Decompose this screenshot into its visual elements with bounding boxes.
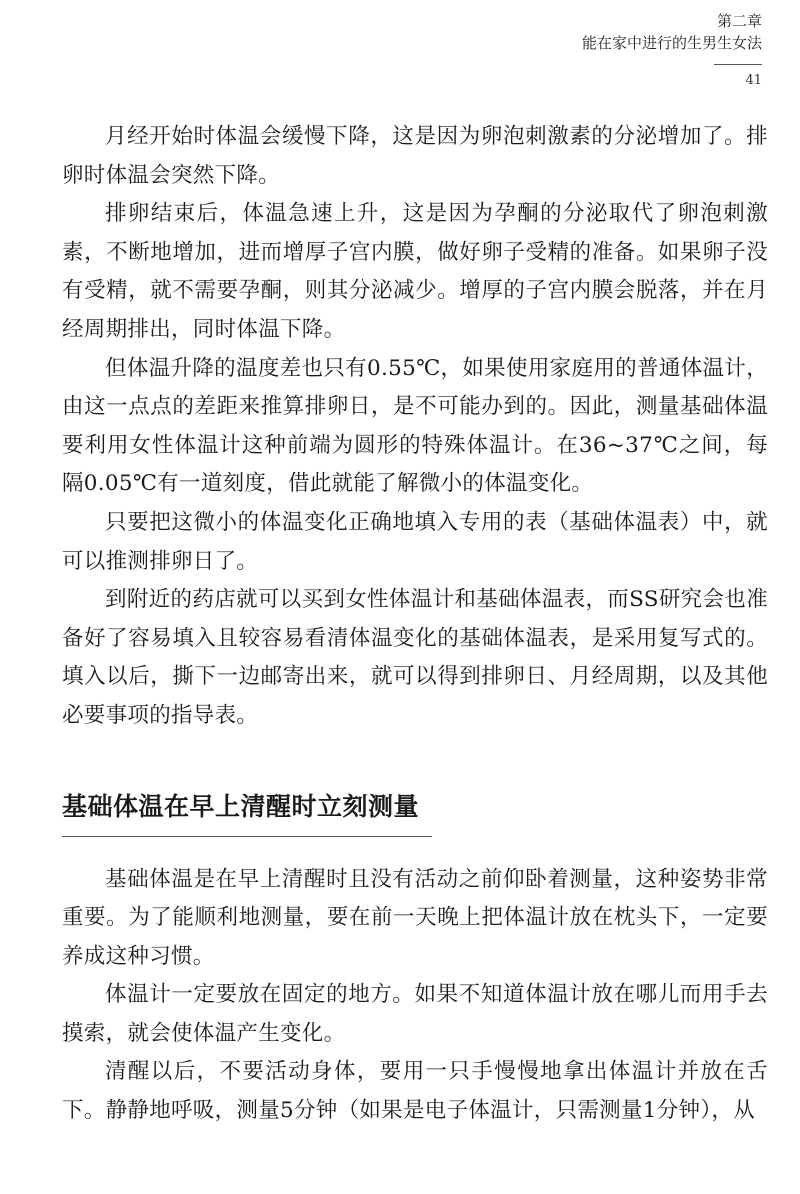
paragraph: 到附近的药店就可以买到女性体温计和基础体温表，而SS研究会也准备好了容易填入且较容易看清体温变化的基础体温表，是采用复写式的。填入以后，撕下一边邮寄出来，就可以得到排卵日、月经周期，以及其他必要事项的指导表。 <box>62 587 768 728</box>
chapter-label: 第二章 <box>716 12 762 30</box>
page-body <box>62 118 768 1131</box>
paragraph: 只要把这微小的体温变化正确地填入专用的表（基础体温表）中，就可以推测排卵日了。 <box>62 509 768 574</box>
paragraph: 但体温升降的温度差也只有0.55℃，如果使用家庭用的普通体温计，由这一点点的差距来推算排卵日，是不可能办到的。因此，测量基础体温要利用女性体温计这种前端为圆形的特殊体温计。在36~37℃之间，每隔0.05℃有一道刻度，借此就能了解微小的体温变化。 <box>62 355 768 497</box>
running-header <box>582 10 762 91</box>
paragraph: 排卵结束后，体温急速上升，这是因为孕酮的分泌取代了卵泡刺激素，不断地增加，进而增厚子宫内膜，做好卵子受精的准备。如果卵子没有受精，就不需要孕酮，则其分泌减少。增厚的子宫内膜会脱落，并在月经周期排出，同时体温下降。 <box>62 201 768 342</box>
paragraph: 基础体温是在早上清醒时且没有活动之前仰卧着测量，这种姿势非常重要。为了能顺利地测量，要在前一天晚上把体温计放在枕头下，一定要养成这种习惯。 <box>62 866 768 969</box>
paragraph: 月经开始时体温会缓慢下降，这是因为卵泡刺激素的分泌增加了。排卵时体温会突然下降。 <box>62 124 768 188</box>
paragraph: 体温计一定要放在固定的地方。如果不知道体温计放在哪儿而用手去摸索，就会使体温产生变化。 <box>62 982 768 1046</box>
page-number: 41 <box>745 73 762 88</box>
chapter-subtitle: 能在家中进行的生男生女法 <box>581 34 762 52</box>
section-title: 基础体温在早上清醒时立刻测量 <box>62 791 420 821</box>
paragraph: 清醒以后，不要活动身体，要用一只手慢慢地拿出体温计并放在舌下。静静地呼吸，测量5分钟（如果是电子体温计，只需测量1分钟），从 <box>62 1059 768 1124</box>
section-title-rule <box>62 836 432 837</box>
header-rule <box>714 64 762 65</box>
